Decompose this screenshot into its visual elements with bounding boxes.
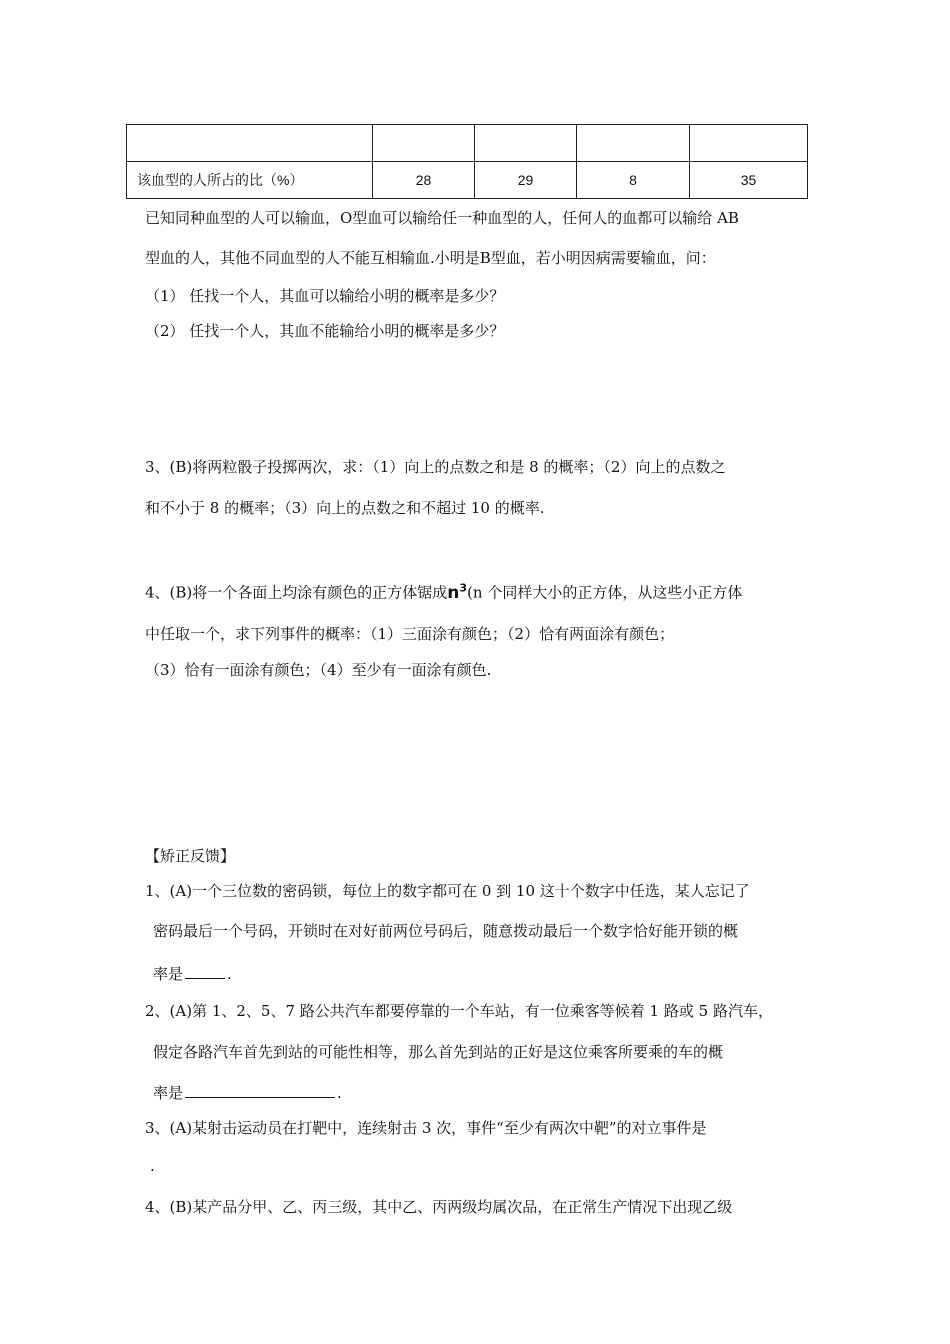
table-cell bbox=[127, 125, 373, 162]
table-cell bbox=[690, 125, 808, 162]
math-expression: $n^3$ bbox=[447, 581, 468, 603]
problem-4-line-3: （3）恰有一面涂有颜色；（4）至少有一面涂有颜色. bbox=[145, 661, 492, 679]
blood-type-table bbox=[126, 124, 808, 199]
feedback-item-2-line-3: 率是 . bbox=[153, 1081, 342, 1103]
question-2: （2） 任找一个人，其血不能输给小明的概率是多少？ bbox=[145, 322, 505, 340]
answer-blank[interactable] bbox=[185, 1081, 335, 1098]
table-row-label: 该血型的人所占的比（%） bbox=[127, 162, 373, 199]
problem-4-text-after: (n 个同样大小的正方体，从这些小正方体 bbox=[467, 583, 743, 602]
problem-4-line-2: 中任取一个，求下列事件的概率：（1）三面涂有颜色；（2）恰有两面涂有颜色； bbox=[145, 625, 675, 643]
table-cell: 28 bbox=[373, 162, 475, 199]
table-cell: 8 bbox=[577, 162, 690, 199]
problem-3-line-1: 3、(B)将两粒骰子投掷两次，求：（1）向上的点数之和是 8 的概率；（2）向上的点数之 bbox=[145, 458, 726, 476]
feedback-item-3-line-1: 3、(A)某射击运动员在打靶中，连续射击 3 次，事件“至少有两次中靶”的对立事件是 bbox=[145, 1119, 707, 1137]
table-row bbox=[127, 162, 808, 199]
feedback-item-2-line-1: 2、(A)第 1、2、5、7 路公共汽车都要停靠的一个车站，有一位乘客等候着 1 路或 5 路汽车， bbox=[145, 1002, 773, 1020]
table-cell: 35 bbox=[690, 162, 808, 199]
answer-blank[interactable] bbox=[185, 962, 225, 979]
feedback-heading: 【矫正反馈】 bbox=[145, 847, 236, 865]
feedback-item-3-line-2: . bbox=[150, 1157, 155, 1175]
feedback-item-1-line-2: 密码最后一个号码，开锁时在对好前两位号码后，随意拨动最后一个数字恰好能开锁的概 bbox=[153, 922, 739, 940]
intro-line-1: 已知同种血型的人可以输血，O型血可以输给任一种血型的人，任何人的血都可以输给 AB bbox=[145, 209, 739, 227]
feedback-item-1-line-3: 率是 . bbox=[153, 962, 232, 984]
feedback-item-2-line-2: 假定各路汽车首先到站的可能性相等，那么首先到站的正好是这位乘客所要乘的车的概 bbox=[153, 1043, 724, 1061]
feedback-item-1-line-1: 1、(A)一个三位数的密码锁，每位上的数字都可在 0 到 10 这十个数字中任选，某人忘记了 bbox=[145, 882, 750, 900]
feedback-item-4-line-1: 4、(B)某产品分甲、乙、丙三级，其中乙、丙两级均属次品，在正常生产情况下出现乙级 bbox=[145, 1198, 733, 1216]
table-header-row bbox=[127, 125, 808, 162]
problem-4-text-before: 4、(B)将一个各面上均涂有颜色的正方体锯成 bbox=[145, 583, 448, 602]
question-1: （1） 任找一个人，其血可以输给小明的概率是多少？ bbox=[145, 287, 505, 305]
table-cell bbox=[475, 125, 577, 162]
table-cell: 29 bbox=[475, 162, 577, 199]
table-cell bbox=[373, 125, 475, 162]
problem-4-line-1 bbox=[145, 581, 742, 603]
problem-3-line-2: 和不小于 8 的概率；（3）向上的点数之和不超过 10 的概率. bbox=[145, 499, 545, 517]
table-cell bbox=[577, 125, 690, 162]
intro-line-2: 型血的人，其他不同血型的人不能互相输血.小明是B型血，若小明因病需要输血，问： bbox=[145, 249, 716, 267]
